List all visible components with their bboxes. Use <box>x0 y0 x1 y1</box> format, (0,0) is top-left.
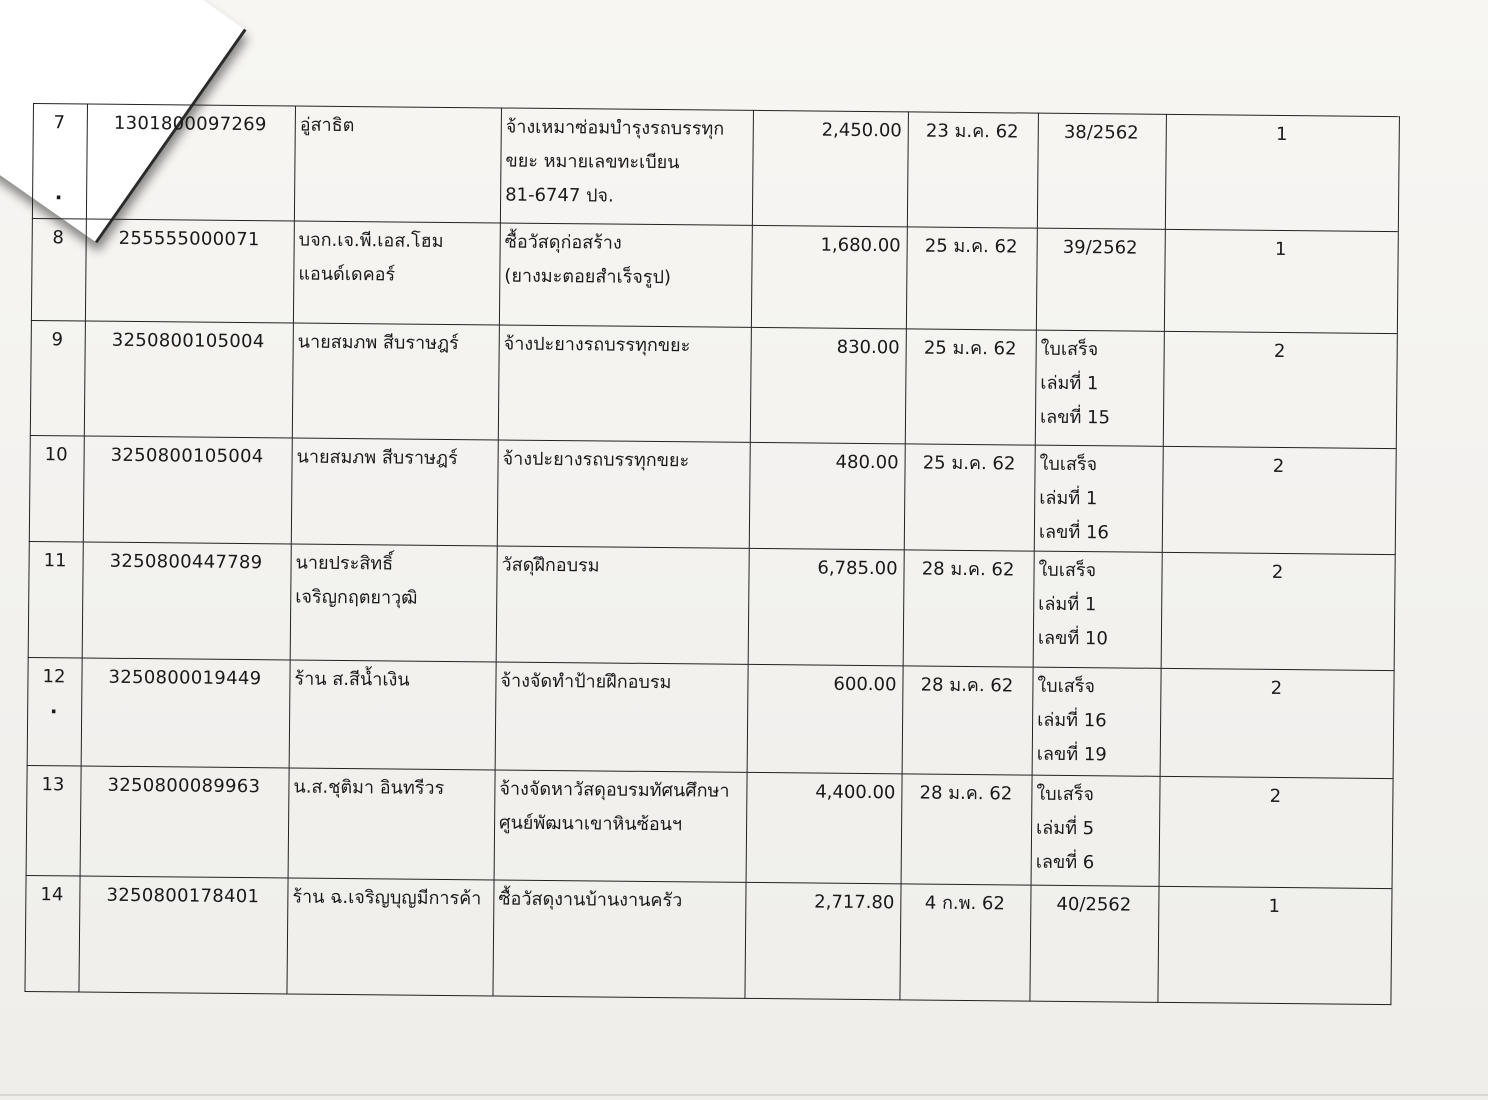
item-description-line: จ้างปะยางรถบรรทุกขยะ <box>502 448 690 472</box>
document-ref-line: เล่มที่ 1 <box>1039 487 1098 510</box>
tax-id-cell <box>79 876 288 994</box>
document-ref-cell <box>1031 775 1160 886</box>
document-ref-line: เล่มที่ 5 <box>1035 817 1095 840</box>
count: 1 <box>1274 238 1287 261</box>
document-ref-line: เลขที่ 6 <box>1035 852 1095 874</box>
date-cell <box>903 550 1034 667</box>
amount-cell <box>747 664 903 773</box>
item-description-line: 81-6747 ปจ. <box>505 184 614 207</box>
row-number-cell <box>25 875 80 992</box>
row-number-cell <box>29 435 84 542</box>
count-cell <box>1162 446 1396 554</box>
amount: 600.00 <box>833 673 897 696</box>
vendor-name-cell <box>288 768 495 880</box>
row-number: 8 <box>52 227 65 249</box>
table-row <box>26 765 1393 888</box>
item-description-cell <box>496 546 749 664</box>
row-number: 14 <box>40 884 64 906</box>
date-cell <box>907 112 1038 228</box>
item-description-line: ซื้อวัสดุงานบ้านงานครัว <box>498 888 683 912</box>
amount: 6,785.00 <box>817 557 898 580</box>
row-number: 9 <box>51 329 64 351</box>
date: 25 ม.ค. 62 <box>923 337 1017 360</box>
row-number: 7 <box>53 112 66 134</box>
item-description-line: (ยางมะตอยสำเร็จรูป) <box>504 265 672 289</box>
row-mark: . <box>54 180 63 205</box>
amount-cell <box>746 772 902 883</box>
item-description-cell <box>493 880 746 998</box>
tax-id-cell <box>84 321 293 438</box>
item-description-line: วัสดุฝึกอบรม <box>501 554 600 577</box>
tax-id-cell <box>80 766 289 878</box>
amount-cell <box>749 442 905 549</box>
item-description-line: จ้างจัดทำป้ายฝึกอบรม <box>500 670 672 694</box>
count: 2 <box>1273 340 1286 363</box>
row-mark: . <box>49 694 58 719</box>
count-cell <box>1159 776 1393 888</box>
page-bottom-edge <box>0 1094 1488 1096</box>
document-ref-line: เลขที่ 15 <box>1039 407 1111 429</box>
document-ref-cell <box>1035 330 1164 446</box>
tax-id-cell <box>82 542 291 660</box>
amount-cell <box>750 327 906 443</box>
date: 25 ม.ค. 62 <box>924 235 1018 258</box>
document-ref-line: เลขที่ 16 <box>1038 522 1110 544</box>
amount: 480.00 <box>835 451 899 474</box>
count: 2 <box>1272 455 1285 478</box>
tax-id: 3250800089963 <box>107 774 261 798</box>
amount-cell <box>745 882 901 999</box>
date-cell <box>901 774 1032 885</box>
row-number: 13 <box>41 774 65 796</box>
amount: 830.00 <box>836 336 900 359</box>
table-row <box>31 218 1398 333</box>
amount: 2,717.80 <box>814 891 895 914</box>
row-number-cell <box>26 765 81 876</box>
amount-cell <box>748 548 904 665</box>
count-cell <box>1164 229 1398 333</box>
tax-id-cell <box>85 219 294 323</box>
amount: 2,450.00 <box>821 119 902 142</box>
document-ref-line: เลขที่ 10 <box>1037 628 1108 650</box>
document-ref-cell <box>1032 667 1161 776</box>
vendor-name-cell <box>287 878 494 996</box>
row-number-cell <box>27 657 82 766</box>
document-ref-line: 39/2562 <box>1062 236 1138 259</box>
date-cell <box>902 666 1033 775</box>
table-container <box>24 103 1398 1005</box>
date: 25 ม.ค. 62 <box>922 452 1016 475</box>
item-description-line: จ้างปะยางรถบรรทุกขยะ <box>503 333 691 357</box>
table-row <box>25 875 1392 1004</box>
row-number: 11 <box>43 550 67 572</box>
table-row <box>27 657 1394 778</box>
table-body <box>25 104 1399 1005</box>
item-description-line: จ้างจัดหาวัสดุอบรมทัศนศึกษา <box>499 778 730 802</box>
document-ref-line: ใบเสร็จ <box>1036 783 1095 806</box>
count-cell <box>1163 331 1397 448</box>
count-cell <box>1160 668 1394 778</box>
date-cell <box>905 329 1036 445</box>
date: 28 ม.ค. 62 <box>920 674 1014 697</box>
row-number: 12 <box>42 666 66 688</box>
vendor-name-cell <box>289 660 496 770</box>
document-ref-line: ใบเสร็จ <box>1037 675 1096 698</box>
date-cell <box>900 884 1031 1001</box>
row-number-cell <box>32 104 87 220</box>
count: 2 <box>1270 677 1283 700</box>
row-number-cell <box>30 320 85 436</box>
document-ref-line: เล่มที่ 1 <box>1038 593 1097 616</box>
document-ref-cell <box>1030 885 1159 1002</box>
count: 1 <box>1275 123 1288 146</box>
count: 1 <box>1268 895 1281 918</box>
item-description-line: จ้างเหมาซ่อมบำรุงรถบรรทุก <box>505 116 725 140</box>
vendor-name-line: แอนด์เดคอร์ <box>298 263 396 286</box>
row-number-cell <box>31 218 86 321</box>
item-description-cell <box>500 108 753 225</box>
date-cell <box>906 227 1037 330</box>
document-ref-line: 38/2562 <box>1063 121 1139 144</box>
document-ref-line: ใบเสร็จ <box>1039 453 1098 476</box>
vendor-name-line: ร้าน ฉ.เจริญบุญมีการค้า <box>292 886 482 910</box>
date: 28 ม.ค. 62 <box>919 782 1013 805</box>
amount: 1,680.00 <box>820 234 901 257</box>
document-ref-cell <box>1033 551 1162 668</box>
vendor-name-line: เจริญกฤตยาวุฒิ <box>295 586 418 609</box>
tax-id-cell <box>86 104 295 221</box>
vendor-name-cell <box>294 106 501 223</box>
item-description-cell <box>499 223 752 327</box>
tax-id: 255555000071 <box>118 227 260 251</box>
amount-cell <box>751 225 907 328</box>
tax-id-cell <box>83 436 292 544</box>
document-ref-cell <box>1034 445 1163 552</box>
tax-id: 3250800019449 <box>108 666 262 690</box>
tax-id: 1301800097269 <box>113 112 267 136</box>
table-row <box>30 320 1397 448</box>
row-number: 10 <box>44 444 68 466</box>
vendor-name-cell <box>290 544 497 662</box>
document-ref-line: เล่มที่ 1 <box>1040 372 1099 395</box>
document-ref-cell <box>1036 228 1165 331</box>
vendor-name-line: น.ส.ชุติมา อินทรีวร <box>293 776 445 799</box>
document-ref-cell <box>1037 113 1166 229</box>
amount-cell <box>752 110 908 226</box>
item-description-line: ขยะ หมายเลขทะเบียน <box>505 150 680 174</box>
count-cell <box>1158 886 1392 1004</box>
vendor-name-line: นายประสิทธิ์ <box>295 552 394 575</box>
item-description-cell <box>494 770 747 882</box>
count-cell <box>1161 552 1395 670</box>
document-ref-line: เลขที่ 19 <box>1036 744 1107 766</box>
tax-id: 3250800105004 <box>111 329 265 353</box>
vendor-name-cell <box>293 221 500 325</box>
amount: 4,400.00 <box>815 781 896 804</box>
vendor-name-line: นายสมภพ สีบราษฎร์ <box>296 446 458 470</box>
date: 28 ม.ค. 62 <box>921 558 1015 581</box>
vendor-name-line: บจก.เจ.พี.เอส.โฮม <box>298 229 444 252</box>
document-ref-line: ใบเสร็จ <box>1038 559 1097 582</box>
count: 2 <box>1271 561 1284 584</box>
vendor-name-line: นายสมภพ สีบราษฎร์ <box>297 331 459 355</box>
item-description-line: ศูนย์พัฒนาเขาหินซ้อนฯ <box>499 812 683 836</box>
row-number-cell <box>28 541 83 658</box>
date: 4 ก.พ. 62 <box>924 892 1005 915</box>
item-description-line: ซื้อวัสดุก่อสร้าง <box>504 231 622 254</box>
count-cell <box>1165 114 1399 231</box>
item-description-cell <box>497 440 750 548</box>
table-row <box>28 541 1395 670</box>
table-row <box>29 435 1396 554</box>
date: 23 ม.ค. 62 <box>925 120 1019 143</box>
vendor-name-line: อู่สาธิต <box>299 114 355 137</box>
procurement-table <box>24 103 1399 1005</box>
tax-id: 3250800105004 <box>110 444 264 468</box>
item-description-cell <box>495 662 748 772</box>
tax-id: 3250800447789 <box>109 550 263 574</box>
vendor-name-cell <box>291 438 498 546</box>
item-description-cell <box>498 325 751 442</box>
document-ref-line: เล่มที่ 16 <box>1037 709 1107 732</box>
vendor-name-cell <box>292 323 499 440</box>
table-row <box>32 104 1399 232</box>
vendor-name-line: ร้าน ส.สีน้ำเงิน <box>294 668 410 691</box>
count: 2 <box>1269 785 1282 808</box>
tax-id-cell <box>81 658 290 768</box>
document-ref-line: 40/2562 <box>1056 893 1132 916</box>
tax-id: 3250800178401 <box>106 884 260 908</box>
date-cell <box>904 444 1035 551</box>
document-ref-line: ใบเสร็จ <box>1040 338 1099 361</box>
